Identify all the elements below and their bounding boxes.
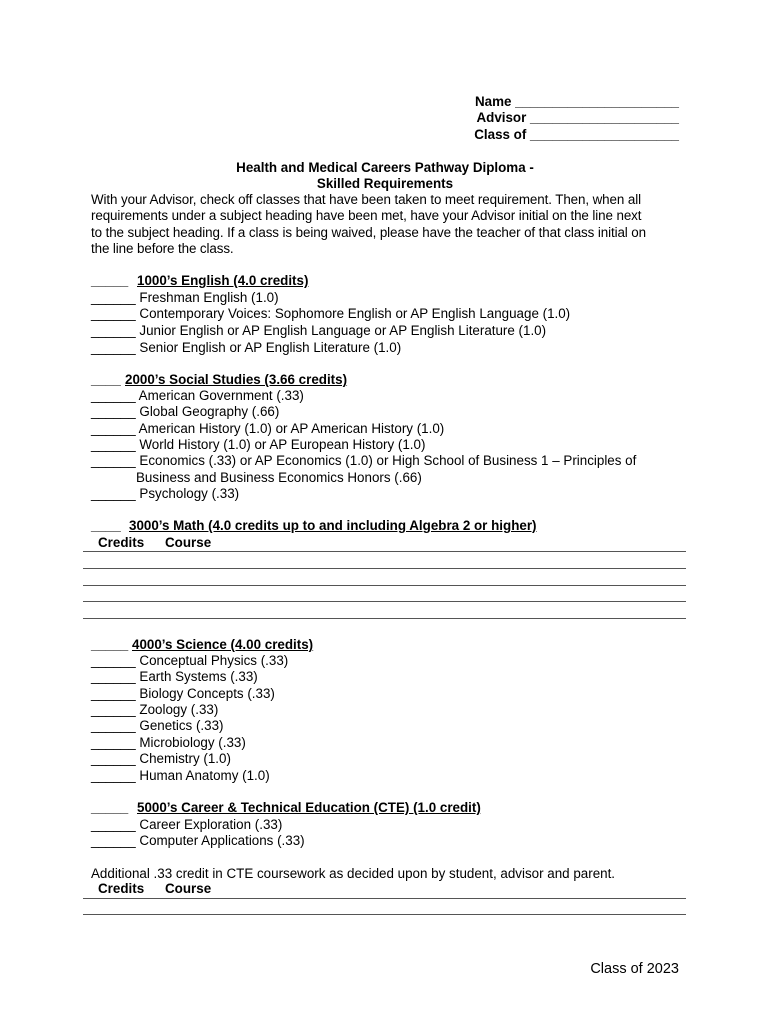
science-item[interactable]: ______ Genetics (.33): [91, 718, 224, 733]
document-subtitle: Skilled Requirements: [316, 176, 454, 191]
english-item[interactable]: ______ Senior English or AP English Literature (1.0): [91, 340, 402, 355]
social-item[interactable]: ______ Global Geography (.66): [91, 404, 280, 419]
social-heading: 2000’s Social Studies (3.66 credits): [125, 372, 348, 387]
science-item[interactable]: ______ Conceptual Physics (.33): [91, 653, 289, 668]
math-heading: 3000’s Math (4.0 credits up to and including Algebra 2 or higher): [129, 518, 537, 533]
social-item-continuation: Business and Business Economics Honors (.66): [136, 470, 422, 485]
english-item[interactable]: ______ Junior English or AP English Language or AP English Literature (1.0): [91, 323, 547, 338]
instructions-line: requirements under a subject heading have been met, have your Advisor initial on the line next: [91, 208, 642, 223]
english-heading: 1000’s English (4.0 credits): [137, 273, 309, 288]
social-item[interactable]: ______ Psychology (.33): [91, 486, 240, 501]
social-item[interactable]: ______ American History (1.0) or AP American History (1.0): [91, 421, 445, 436]
cte-entry-line[interactable]: [83, 914, 686, 915]
cte-entry-line[interactable]: [83, 898, 686, 899]
cte-initial-line[interactable]: _____: [91, 800, 129, 815]
social-item[interactable]: ______ American Government (.33): [91, 388, 304, 403]
math-entry-line[interactable]: [83, 568, 686, 569]
instructions-line: to the subject heading. If a class is being waived, please have the teacher of that class initial on: [91, 225, 646, 240]
science-initial-line[interactable]: _____: [91, 637, 129, 652]
document-title: Health and Medical Careers Pathway Diploma -: [236, 160, 534, 175]
math-entry-line[interactable]: [83, 618, 686, 619]
cte-item[interactable]: ______ Computer Applications (.33): [91, 833, 305, 848]
cte-heading: 5000’s Career & Technical Education (CTE) (1.0 credit): [137, 800, 481, 815]
science-item[interactable]: ______ Zoology (.33): [91, 702, 219, 717]
advisor-field[interactable]: Advisor ____________________: [476, 110, 679, 125]
science-item[interactable]: ______ Biology Concepts (.33): [91, 686, 275, 701]
cte-item[interactable]: ______ Career Exploration (.33): [91, 817, 283, 832]
math-course-header: Course: [165, 535, 212, 550]
math-entry-line[interactable]: [83, 601, 686, 602]
science-item[interactable]: ______ Microbiology (.33): [91, 735, 246, 750]
social-item[interactable]: ______ Economics (.33) or AP Economics (1.0) or High School of Business 1 – Principles of: [91, 453, 637, 468]
math-credits-header: Credits: [98, 535, 145, 550]
cte-additional-note: Additional .33 credit in CTE coursework as decided upon by student, advisor and parent.: [91, 866, 616, 881]
footer-class-year: Class of 2023: [590, 961, 679, 977]
science-item[interactable]: ______ Chemistry (1.0): [91, 751, 231, 766]
english-initial-line[interactable]: _____: [91, 273, 129, 288]
instructions-line: the line before the class.: [91, 241, 234, 256]
science-item[interactable]: ______ Earth Systems (.33): [91, 669, 258, 684]
english-item[interactable]: ______ Contemporary Voices: Sophomore English or AP English Language (1.0): [91, 306, 571, 321]
cte-course-header: Course: [165, 881, 212, 896]
math-entry-line[interactable]: [83, 585, 686, 586]
cte-credits-header: Credits: [98, 881, 145, 896]
science-item[interactable]: ______ Human Anatomy (1.0): [91, 768, 270, 783]
name-field[interactable]: Name ______________________: [474, 94, 679, 109]
social-item[interactable]: ______ World History (1.0) or AP European History (1.0): [91, 437, 426, 452]
class-of-field[interactable]: Class of ____________________: [474, 127, 679, 142]
english-item[interactable]: ______ Freshman English (1.0): [91, 290, 279, 305]
math-entry-line[interactable]: [83, 551, 686, 552]
math-initial-line[interactable]: ____: [91, 518, 121, 533]
social-initial-line[interactable]: ____: [91, 372, 121, 387]
instructions-line: With your Advisor, check off classes that have been taken to meet requirement. Then, when all: [91, 192, 641, 207]
science-heading: 4000’s Science (4.00 credits): [132, 637, 314, 652]
